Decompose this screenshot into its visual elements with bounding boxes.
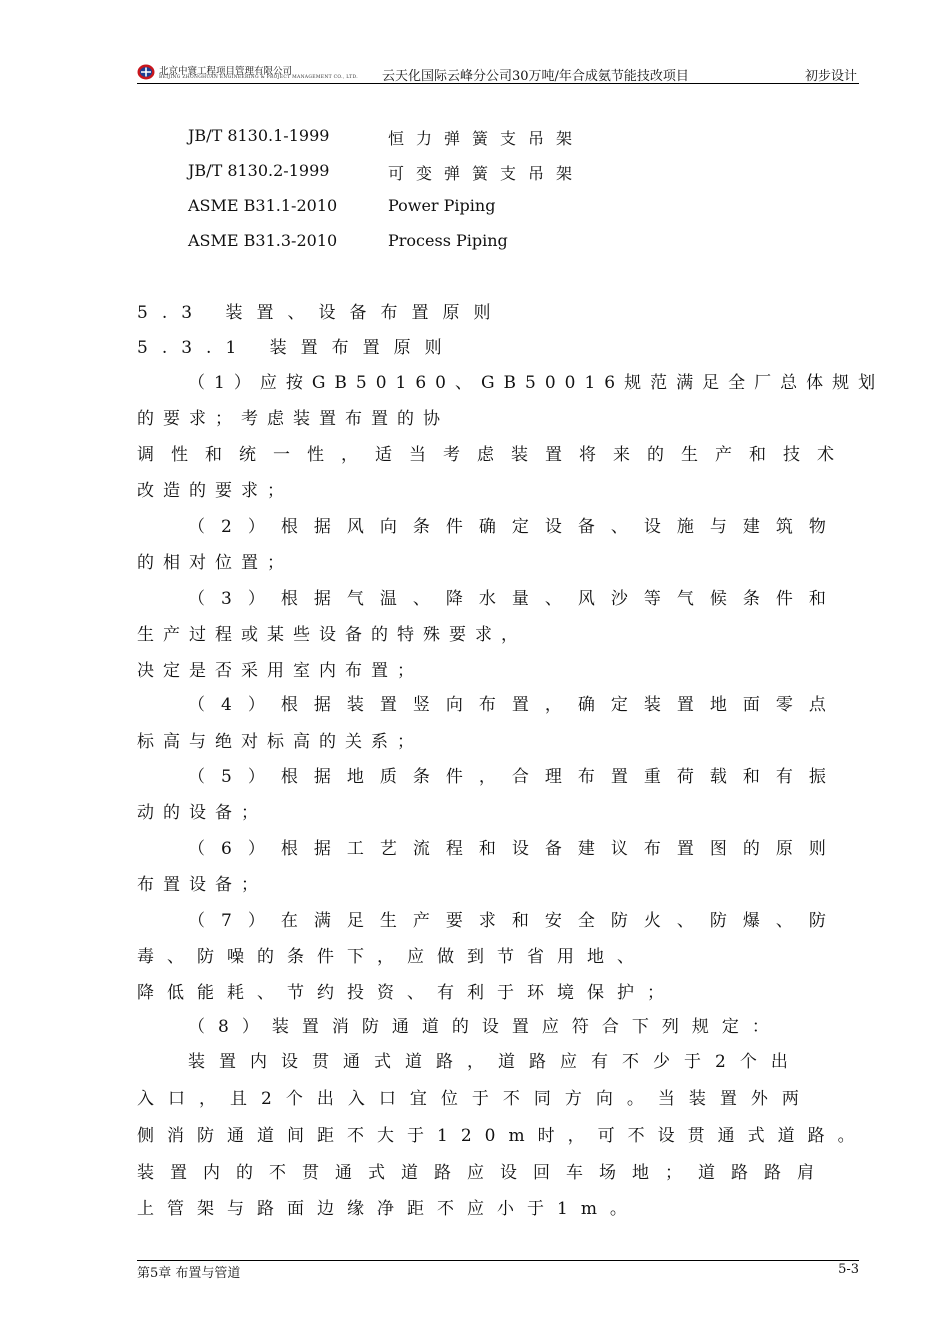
- footer-divider: [137, 1260, 859, 1261]
- standard-code: JB/T 8130.2-1999: [188, 161, 330, 180]
- body-line: （1）应按GB50160、GB50016规范满足全厂总体规划: [188, 373, 885, 393]
- standard-title: Process Piping: [388, 231, 508, 250]
- body-line: （8）装置消防通道的设置应符合下列规定：: [188, 1017, 782, 1037]
- body-line: 的相对位置；: [137, 553, 293, 573]
- body-line: 的要求；考虑装置布置的协: [137, 409, 449, 429]
- body-line: 决定是否采用室内布置；: [137, 661, 423, 681]
- page-number: 5-3: [838, 1262, 859, 1277]
- standard-code: JB/T 8130.1-1999: [188, 126, 330, 145]
- body-line: 侧消防通道间距不大于120m时，可不设贯通式道路。: [137, 1126, 868, 1146]
- standard-title: 恒力弹簧支吊架: [388, 129, 585, 148]
- body-line: 标高与绝对标高的关系；: [137, 732, 423, 752]
- body-line: （6）根据工艺流程和设备建议布置图的原则: [188, 839, 842, 859]
- header-divider: [137, 83, 859, 84]
- body-line: 调性和统一性，适当考虑装置将来的生产和技术: [137, 445, 851, 465]
- body-line: 装置内的不贯通式道路应设回车场地；道路路肩: [137, 1163, 830, 1183]
- body-line: （7）在满足生产要求和安全防火、防爆、防: [188, 911, 842, 931]
- standard-code: ASME B31.3-2010: [188, 231, 338, 250]
- body-line: 动的设备；: [137, 803, 267, 823]
- body-line: 生产过程或某些设备的特殊要求，: [137, 625, 527, 645]
- standard-title: Power Piping: [388, 196, 496, 215]
- company-name: 北京中寰工程项目管理有限公司: [159, 66, 293, 77]
- body-line: （4）根据装置竖向布置，确定装置地面零点: [188, 695, 842, 715]
- section-heading: 5.3 装置、设备布置原则: [137, 303, 505, 323]
- page-header: [137, 62, 859, 84]
- subsection-heading: 5.3.1 装置布置原则: [137, 338, 456, 358]
- design-stage: 初步设计: [804, 69, 857, 84]
- body-line: （3）根据气温、降水量、风沙等气候条件和: [188, 589, 842, 609]
- body-line: （2）根据风向条件确定设备、设施与建筑物: [188, 517, 842, 537]
- project-title: 云天化国际云峰分公司30万吨/年合成氨节能技改项目: [382, 69, 689, 84]
- body-line: 布置设备；: [137, 875, 267, 895]
- body-line: 改造的要求；: [137, 481, 293, 501]
- body-line: 上管架与路面边缘净距不应小于1m。: [137, 1199, 640, 1219]
- standard-title: 可变弹簧支吊架: [388, 164, 585, 183]
- body-line: （5）根据地质条件，合理布置重荷载和有振: [188, 767, 842, 787]
- chapter-label: 第5章 布置与管道: [137, 1266, 241, 1281]
- standard-code: ASME B31.1-2010: [188, 196, 338, 215]
- body-line: 入口，且2个出入口宜位于不同方向。当装置外两: [137, 1089, 813, 1109]
- body-line: 毒、防噪的条件下，应做到节省用地、: [137, 947, 647, 967]
- company-name-en: BEIJING ZHONGHUAN ENGINEERING & PROJECT MANAGEMENT CO., LTD.: [159, 75, 358, 80]
- company-logo-icon: [137, 64, 155, 80]
- body-line: 降低能耗、节约投资、有利于环境保护；: [137, 983, 677, 1003]
- body-line: 装置内设贯通式道路，道路应有不少于2个出: [188, 1052, 802, 1072]
